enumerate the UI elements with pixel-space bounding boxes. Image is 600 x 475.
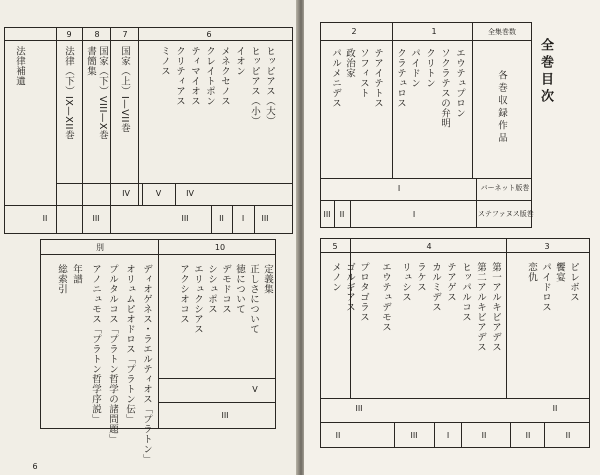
title-apology: ソクラテスの弁明 xyxy=(439,48,450,128)
title-statesman: 政治家 xyxy=(344,48,355,78)
title-phaedrus: パイドロス xyxy=(540,262,551,312)
title-minos: ミノス xyxy=(159,46,170,76)
stephanus-cell: II xyxy=(525,431,531,440)
title-hipparchus: ヒッパルコス xyxy=(460,262,471,322)
stephanus-cell: III xyxy=(221,411,229,420)
title-axiochus: アクシオコス xyxy=(178,264,189,324)
title-phaedo: パイドン xyxy=(409,48,420,88)
title-definitions: 定義集 xyxy=(262,264,273,294)
stephanus-cell: III xyxy=(181,214,189,223)
title-eryxias: エリュクシアス xyxy=(192,264,203,334)
header-vol-4: 4 xyxy=(426,242,432,251)
stephanus-value: I xyxy=(412,210,416,219)
stephanus-value: II xyxy=(339,210,345,219)
title-euthyphro: エウテュプロン xyxy=(454,48,465,118)
title-on-justice: 正しさについて xyxy=(248,264,259,334)
stephanus-cell: I xyxy=(446,431,450,440)
header-vol-3: 3 xyxy=(544,242,550,251)
stephanus-cell: II xyxy=(481,431,487,440)
burnet-cell: IV xyxy=(186,189,194,198)
title-crito: クリトン xyxy=(424,48,435,88)
left-page xyxy=(0,0,298,475)
title-demodocus: デモドコス xyxy=(220,264,231,314)
header-vol-7: 7 xyxy=(122,30,128,39)
title-sisyphus: シシュポス xyxy=(206,264,217,314)
title-republic-upper: 国家（上）I—VII巻 xyxy=(119,46,130,133)
title-law-appendix: 法律補遺 xyxy=(14,46,25,86)
title-laches: ラケス xyxy=(415,262,426,292)
title-hippias-major: ヒッピアス（大） xyxy=(264,46,275,126)
title-on-virtue: 徳について xyxy=(234,264,245,314)
page-number: 6 xyxy=(32,462,38,471)
title-critias: クリティアス xyxy=(174,46,185,106)
title-theages: テアゲス xyxy=(445,262,456,302)
contents-title: 全巻目次 xyxy=(538,38,553,106)
header-vol-6: 6 xyxy=(206,30,212,39)
burnet-cell: V xyxy=(252,385,258,394)
title-philebus: ピレボス xyxy=(568,262,579,302)
stephanus-cell: II xyxy=(219,214,224,223)
title-laws-lower: 法律（下）IX—XII巻 xyxy=(63,46,74,140)
burnet-cell: II xyxy=(552,404,558,413)
title-chronology: 年譜 xyxy=(71,264,82,284)
title-olympiodorus: オリュムピオドロス「プラトン伝」 xyxy=(124,264,135,424)
burnet-cell: III xyxy=(355,404,363,413)
title-ion: イオン xyxy=(234,46,245,76)
header-vol-1: 1 xyxy=(431,27,437,36)
burnet-value: I xyxy=(397,184,401,193)
title-alcibiades-1: 第一アルキビアデス xyxy=(490,262,501,352)
stephanus-cell: III xyxy=(261,214,269,223)
title-plutarch: プルタルコス「プラトン哲学の諸問題」 xyxy=(107,264,118,444)
stephanus-edition-label: ステファヌス版巻 xyxy=(478,210,534,218)
stephanus-cell: III xyxy=(92,214,100,223)
burnet-cell: V xyxy=(155,189,162,198)
title-menexenus: メネクセノス xyxy=(219,46,230,106)
burnet-edition-label: バーネット版巻 xyxy=(480,184,530,192)
title-rival-lovers: 恋仇 xyxy=(526,262,537,282)
right-page xyxy=(304,0,600,475)
title-theaetetus: テアイテトス xyxy=(372,48,383,108)
stephanus-cell: II xyxy=(565,431,571,440)
works-per-volume-label: 各巻収録作品 xyxy=(496,70,507,145)
header-vol-betsu: 別 xyxy=(96,243,104,252)
title-cratylus: クラテュロス xyxy=(395,48,406,108)
title-timaeus: ティマイオス xyxy=(189,46,200,106)
title-gorgias: ゴルギアス xyxy=(344,262,355,312)
stephanus-cell: II xyxy=(42,214,48,223)
burnet-cell: IV xyxy=(122,189,130,198)
title-symposium: 饗宴 xyxy=(554,262,565,282)
title-charmides: カルミデス xyxy=(430,262,441,312)
title-clitophon: クレイトポン xyxy=(204,46,215,106)
title-lysis: リュシス xyxy=(400,262,411,302)
stephanus-cell: I xyxy=(241,214,245,223)
header-vol-9: 9 xyxy=(66,30,72,39)
header-volume-count: 全集巻数 xyxy=(488,28,516,36)
title-alcibiades-2: 第二アルキビアデス xyxy=(475,262,486,352)
stephanus-value: III xyxy=(323,210,331,219)
header-vol-5: 5 xyxy=(332,242,338,251)
title-sophist: ソフィスト xyxy=(358,48,369,98)
header-vol-2: 2 xyxy=(351,27,357,36)
header-vol-10: 10 xyxy=(214,243,226,252)
title-hippias-minor: ヒッピアス（小） xyxy=(249,46,260,126)
title-general-index: 総索引 xyxy=(56,264,67,294)
title-parmenides: パルメニデス xyxy=(330,48,341,108)
title-letters: 書簡集 xyxy=(85,46,96,76)
stephanus-cell: III xyxy=(410,431,418,440)
stephanus-cell: II xyxy=(335,431,341,440)
title-euthydemus: エウテュデモス xyxy=(380,262,391,332)
title-diogenes: ディオゲネス・ラエルティオス「プラトン」 xyxy=(141,264,152,464)
title-protagoras: プロタゴラス xyxy=(358,262,369,322)
title-meno: メノン xyxy=(330,262,341,292)
title-anonymous: アノニュモス「プラトン哲学序説」 xyxy=(90,264,101,424)
title-republic-lower: 国家（下）VIII—X巻 xyxy=(97,46,108,140)
header-vol-8: 8 xyxy=(94,30,100,39)
